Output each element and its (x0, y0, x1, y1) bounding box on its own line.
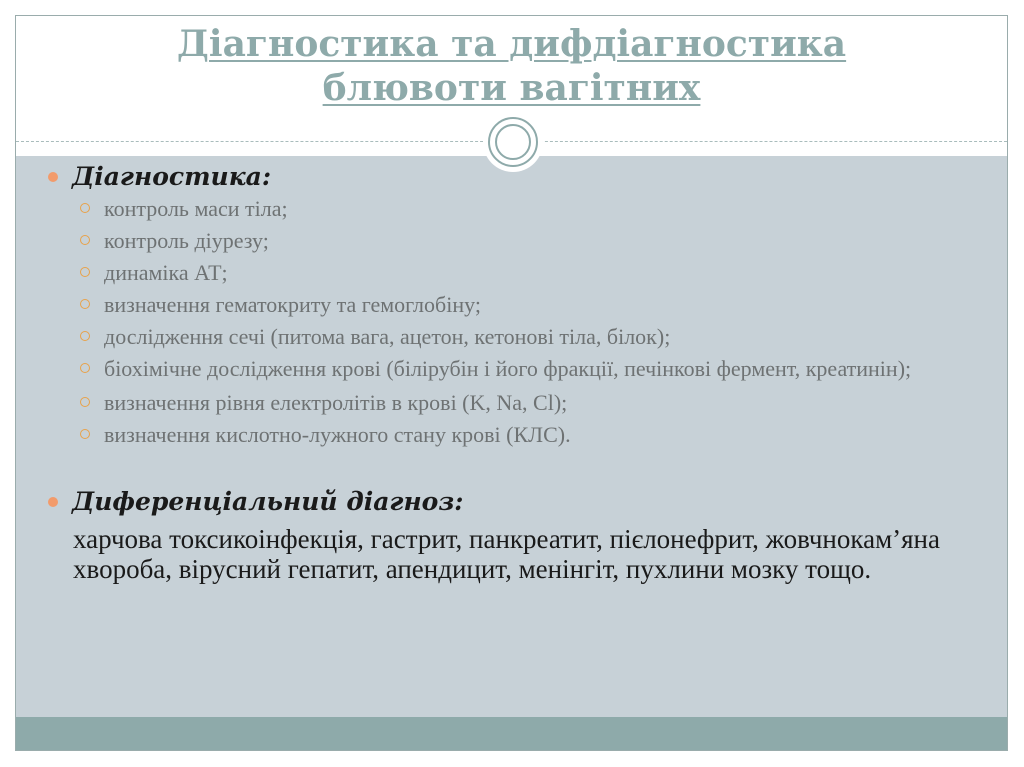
ring-bullet-icon (80, 299, 90, 309)
ring-bullet-icon (80, 397, 90, 407)
diagnostics-list-item (76, 229, 976, 252)
ring-bullet-icon (80, 331, 90, 341)
differential-text: харчова токсикоінфекція, гастрит, панкреатит, пієлонефрит, жовчнокам’яна хвороба, вірусний гепатит, апендицит, менінгіт, пухлини мозку тощо. (73, 524, 940, 584)
diagnostics-item-text: біохімічне дослідження крові (білірубін і його фракції, печінкові фермент, креатинін); (104, 356, 912, 381)
diagnostics-list-item (76, 261, 976, 284)
ring-bullet-icon (80, 235, 90, 245)
diagnostics-item-text: контроль маси тіла; (104, 196, 288, 221)
differential-heading (46, 486, 976, 518)
diagnostics-item-text: визначення рівня електролітів в крові (K, Na, Cl); (104, 390, 568, 415)
ring-bullet-icon (80, 363, 90, 373)
diagnostics-list-item (76, 293, 976, 316)
diagnostics-item-text: дослідження сечі (питома вага, ацетон, кетонові тіла, білок); (104, 324, 671, 349)
diagnostics-list-item (76, 197, 976, 220)
diagnostics-heading (46, 161, 976, 193)
slide-title-line-2: блювоти вагітних (322, 67, 701, 109)
ring-bullet-icon (80, 429, 90, 439)
filled-circle-bullet-icon (48, 172, 58, 182)
diagnostics-item-text: визначення кислотно-лужного стану крові (КЛС). (104, 422, 571, 447)
slide (15, 15, 1008, 751)
diagnostics-list-item (76, 357, 976, 380)
ornament-outer-ring (488, 117, 538, 167)
diagnostics-heading-text: Діагностика: (72, 162, 272, 191)
diagnostics-item-text: динаміка АТ; (104, 260, 228, 285)
diagnostics-item-text: контроль діурезу; (104, 228, 269, 253)
ring-bullet-icon (80, 203, 90, 213)
differential-heading-text: Диференціальний діагноз: (72, 487, 464, 516)
ornament-inner-ring (495, 124, 531, 160)
diagnostics-list-item (76, 423, 976, 446)
diagnostics-list-item (76, 325, 976, 348)
filled-circle-bullet-icon (48, 497, 58, 507)
diagnostics-item-text: визначення гематокриту та гемоглобіну; (104, 292, 481, 317)
diagnostics-list-item (76, 391, 976, 414)
footer-bar (16, 717, 1007, 751)
diagnostics-list (46, 197, 976, 446)
slide-title-line-1: Діагностика та дифдіагностика (176, 23, 847, 65)
slide-body (46, 161, 976, 584)
slide-title (16, 22, 1007, 110)
ring-bullet-icon (80, 267, 90, 277)
differential-section (46, 486, 976, 584)
